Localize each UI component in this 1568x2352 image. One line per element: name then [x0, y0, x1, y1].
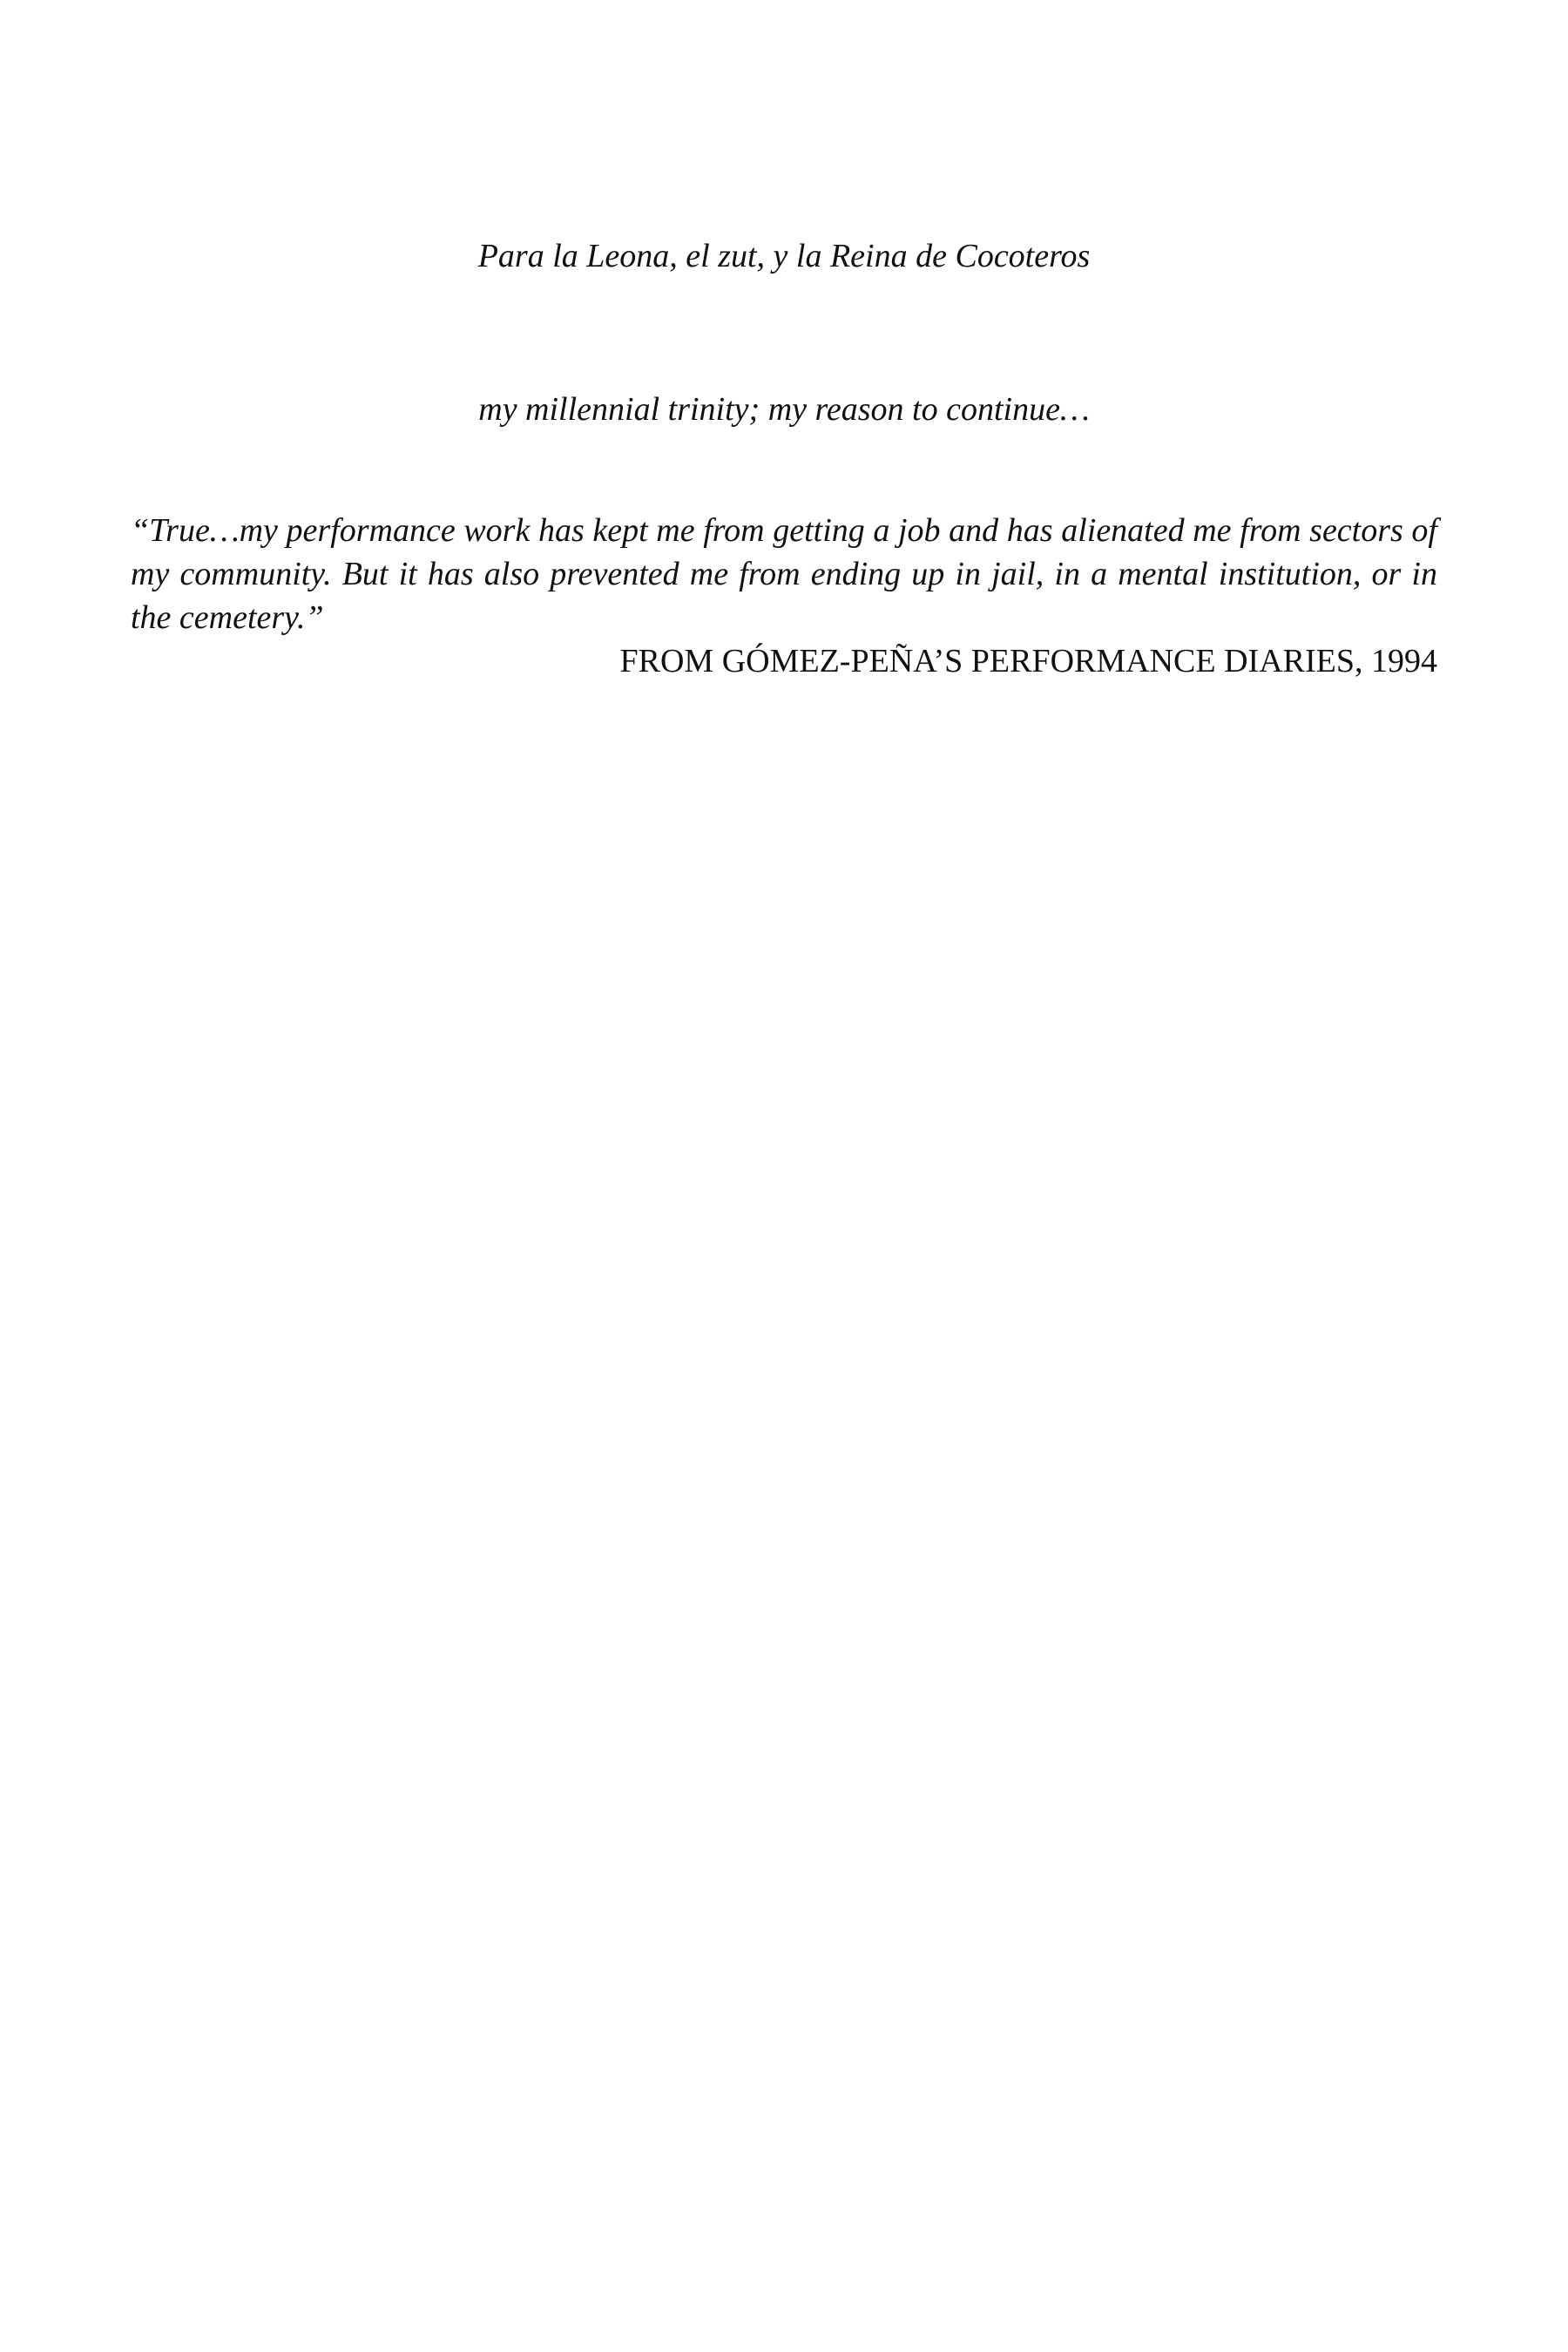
- dedication-line-1: Para la Leona, el zut, y la Reina de Cocoteros: [477, 238, 1091, 274]
- epigraph-quote: “True…my performance work has kept me from getting a job and has alienated me from sectors of my community. But it has also prevented me from ending up in jail, in a mental institution, or in the cemetery.”: [131, 512, 1437, 636]
- epigraph-attribution: FROM GÓMEZ-PEÑA’S PERFORMANCE DIARIES, 1994: [619, 643, 1437, 679]
- dedication-line-2: my millennial trinity; my reason to continue…: [478, 391, 1090, 428]
- epigraph: [131, 509, 1437, 683]
